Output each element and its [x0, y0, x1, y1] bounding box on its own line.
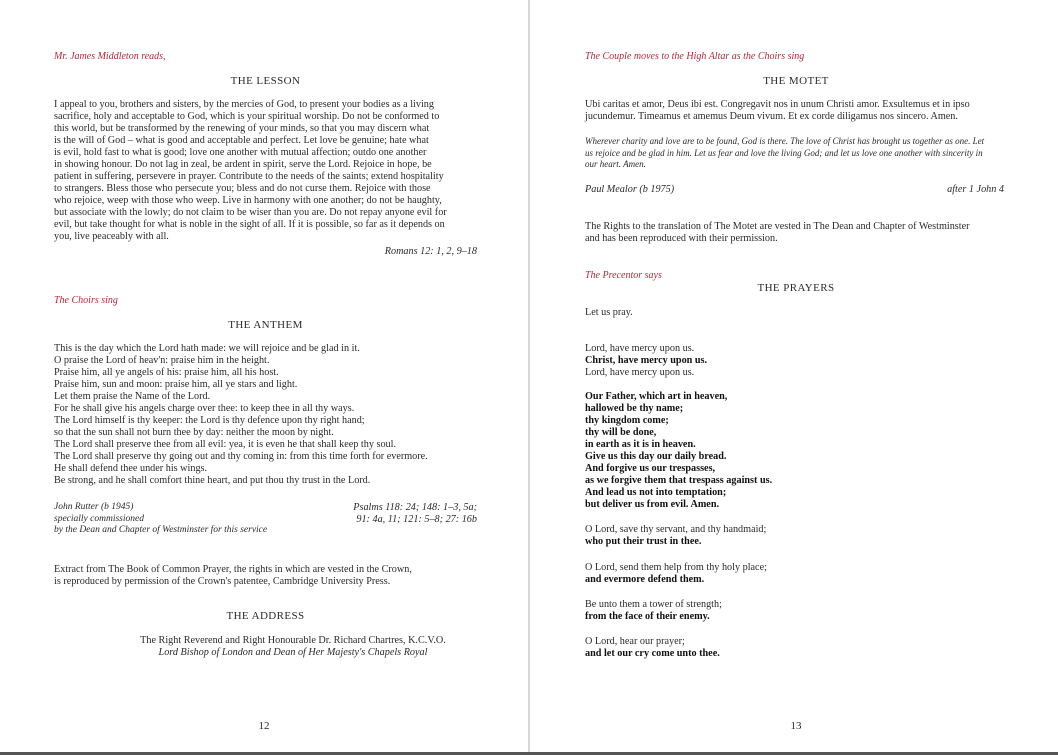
anthem-line: For he shall give his angels charge over thee: to keep thee in all thy ways.	[54, 403, 355, 414]
lords-prayer-line: in earth as it is in heaven.	[585, 439, 696, 450]
lesson-line: but associate with the lowly; do not claim to be wiser than you are. Do not repay anyone evil for	[54, 207, 447, 218]
lesson-line: is evil, hold fast to what is good; love one another with mutual affection; outdo one another	[54, 147, 427, 158]
anthem-line: Be strong, and he shall comfort thine heart, and put thou thy trust in the Lord.	[54, 475, 371, 486]
lords-prayer-line: And lead us not into temptation;	[585, 487, 727, 498]
lesson-line: this world, but be transformed by the renewing of your minds, so that you may discern what	[54, 123, 430, 134]
anthem-credit-line: specially commissioned	[54, 513, 144, 524]
copyright-notice	[54, 564, 484, 588]
motet-latin-line: jucundemur. Timeamus et amemus Deum vivum. Et ex corde diligamus nos sincero. Amen.	[585, 111, 958, 122]
right-page	[530, 0, 1058, 752]
lords-prayer-line: thy kingdom come;	[585, 415, 669, 426]
motet-translation-line: us rejoice and be glad in him. Let us fear and love the living God; and let us love one another with sincerity in	[585, 147, 983, 158]
motet-source: after 1 John 4	[947, 184, 1004, 195]
kyrie-line: Christ, have mercy upon us.	[585, 355, 708, 366]
lesson-line: sacrifice, holy and acceptable to God, which is your spiritual worship. Do not be conformed to	[54, 111, 440, 122]
anthem-line: Praise him, sun and moon: praise him, all ye stars and light.	[54, 379, 298, 390]
copyright-line: Extract from The Book of Common Prayer, the rights in which are vested in the Crown,	[54, 564, 412, 575]
anthem-line: The Lord himself is thy keeper: the Lord is thy defence upon thy right hand;	[54, 415, 365, 426]
versicle-line: O Lord, send them help from thy holy place;	[585, 562, 767, 573]
anthem-reference-line: 91: 4a, 11; 121: 5–8; 27: 16b	[356, 514, 477, 525]
lesson-line: is the will of God – what is good and acceptable and perfect. Let love be genuine; hate what	[54, 135, 429, 146]
kyrie-line: Lord, have mercy upon us.	[585, 367, 695, 378]
lords-prayer-line: Our Father, which art in heaven,	[585, 391, 728, 402]
lesson-line: to strangers. Bless those who persecute you; bless and do not curse them. Rejoice with those	[54, 183, 431, 194]
motet-latin	[585, 99, 1035, 123]
anthem-credit	[54, 502, 314, 537]
address-speaker-title: Lord Bishop of London and Dean of Her Majesty's Chapels Royal	[158, 647, 428, 658]
lesson-line: you, live peaceably with all.	[54, 231, 169, 242]
anthem-line: Let them praise the Name of the Lord.	[54, 391, 211, 402]
motet-heading: THE MOTET	[763, 75, 829, 87]
kyrie	[585, 343, 885, 379]
lords-prayer-line: Give us this day our daily bread.	[585, 451, 727, 462]
anthem-credit-line: John Rutter (b 1945)	[54, 502, 134, 512]
rubric-couple: The Couple moves to the High Altar as the Choirs sing	[585, 51, 805, 62]
address-speaker: The Right Reverend and Right Honourable Dr. Richard Chartres, K.C.V.O.	[140, 635, 446, 646]
lesson-line: evil, but take thought for what is noble in the sight of all. If it is possible, so far as it depends on	[54, 219, 445, 230]
versicle	[585, 636, 885, 660]
rubric-reader: Mr. James Middleton reads,	[54, 51, 166, 62]
kyrie-line: Lord, have mercy upon us.	[585, 343, 695, 354]
versicle	[585, 524, 885, 548]
lords-prayer-line: And forgive us our trespasses,	[585, 463, 716, 474]
motet-rights-line: and has been reproduced with their permission.	[585, 233, 778, 244]
lesson-line: patient in suffering, persevere in prayer. Contribute to the needs of the saints; extend hospitality	[54, 171, 444, 182]
response-line: who put their trust in thee.	[585, 536, 702, 547]
prayers-heading: THE PRAYERS	[757, 282, 835, 294]
versicle	[585, 562, 885, 586]
lesson-reference: Romans 12: 1, 2, 9–18	[384, 246, 477, 257]
lesson-heading: THE LESSON	[230, 75, 301, 87]
response-line: and evermore defend them.	[585, 574, 705, 585]
motet-rights-line: The Rights to the translation of The Motet are vested in The Dean and Chapter of Westminster	[585, 221, 970, 232]
lesson-text	[54, 99, 484, 243]
rubric-choirs: The Choirs sing	[54, 295, 118, 306]
left-page	[0, 0, 528, 752]
response-line: and let our cry come unto thee.	[585, 648, 720, 659]
anthem-heading: THE ANTHEM	[228, 319, 303, 331]
anthem-line: The Lord shall preserve thee from all evil: yea, it is even he that shall keep thy soul.	[54, 439, 397, 450]
motet-latin-line: Ubi caritas et amor, Deus ibi est. Congregavit nos in unum Christi amor. Exsultemus et in ipso	[585, 99, 970, 110]
page-number: 13	[790, 720, 802, 732]
anthem-line: He shall defend thee under his wings.	[54, 463, 208, 474]
lords-prayer-line: but deliver us from evil. Amen.	[585, 499, 720, 510]
lords-prayer-line: as we forgive them that trespass against us.	[585, 475, 773, 486]
anthem-text	[54, 343, 484, 487]
versicle	[585, 599, 885, 623]
lords-prayer-line: hallowed be thy name;	[585, 403, 684, 414]
rubric-precentor: The Precentor says	[585, 270, 662, 281]
versicle-line: O Lord, hear our prayer;	[585, 636, 685, 647]
versicle-line: O Lord, save thy servant, and thy handmaid;	[585, 524, 767, 535]
motet-translation-line: Wherever charity and love are to be found, God is there. The love of Christ has brought us together as one. Let	[585, 136, 985, 146]
let-us-pray: Let us pray.	[585, 307, 633, 318]
page-number: 12	[258, 720, 270, 732]
anthem-credit-line: by the Dean and Chapter of Westminster for this service	[54, 525, 268, 535]
lesson-line: in showing honour. Do not lag in zeal, be ardent in spirit, serve the Lord. Rejoice in hope, be	[54, 159, 432, 170]
motet-translation-line: our heart. Amen.	[585, 159, 646, 169]
response-line: from the face of their enemy.	[585, 611, 710, 622]
motet-composer: Paul Mealor (b 1975)	[585, 184, 675, 195]
copyright-line: is reproduced by permission of the Crown's patentee, Cambridge University Press.	[54, 576, 391, 587]
versicle-line: Be unto them a tower of strength;	[585, 599, 722, 610]
lesson-line: who rejoice, weep with those who weep. Live in harmony with one another; do not be haughty,	[54, 195, 442, 206]
anthem-line: This is the day which the Lord hath made: we will rejoice and be glad in it.	[54, 343, 360, 354]
anthem-line: Praise him, all ye angels of his: praise him, all his host.	[54, 367, 279, 378]
lesson-line: I appeal to you, brothers and sisters, by the mercies of God, to present your bodies as a living	[54, 99, 434, 110]
lords-prayer-line: thy will be done,	[585, 427, 657, 438]
anthem-line: O praise the Lord of heav'n: praise him in the height.	[54, 355, 270, 366]
anthem-reference	[300, 502, 477, 526]
anthem-reference-line: Psalms 118: 24; 148: 1–3, 5a;	[353, 502, 477, 513]
motet-translation	[585, 136, 1035, 171]
motet-rights	[585, 221, 1035, 245]
anthem-line: The Lord shall preserve thy going out and thy coming in: from this time forth for evermore.	[54, 451, 428, 462]
anthem-line: so that the sun shall not burn thee by day: neither the moon by night.	[54, 427, 334, 438]
address-heading: THE ADDRESS	[226, 610, 305, 622]
lords-prayer	[585, 391, 885, 511]
